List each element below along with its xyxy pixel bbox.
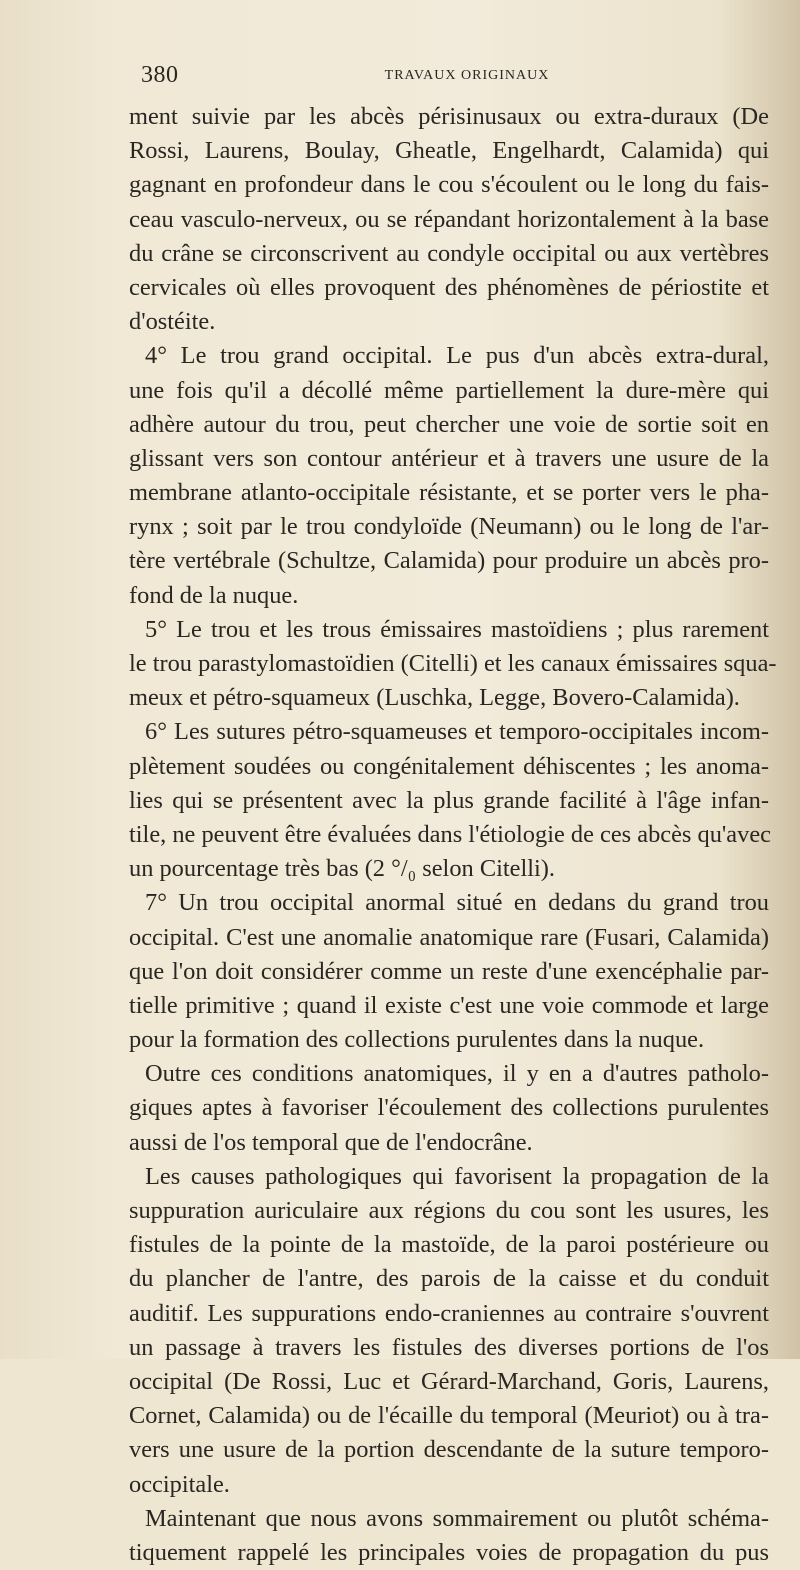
text-line: Maintenant que nous avons sommairement ou plutôt schéma- [145,1504,769,1532]
text-line: cervicales où elles provoquent des phénomènes de périostite et [129,273,769,301]
text-line: lies qui se présentent avec la plus grande facilité à l'âge infan- [129,786,769,814]
text-line: fistules de la pointe de la mastoïde, de la paroi postérieure ou [129,1231,769,1259]
text-line: adhère autour du trou, peut chercher une voie de sortie soit en [129,410,769,438]
text-line: membrane atlanto-occipitale résistante, et se porter vers le pha- [129,479,769,507]
text-line: 4° Le trou grand occipital. Le pus d'un abcès extra-dural, [145,342,769,370]
text-line: tile, ne peuvent être évaluées dans l'étiologie de ces abcès qu'avec [129,820,771,848]
text-line: Rossi, Laurens, Boulay, Gheatle, Engelhardt, Calamida) qui [129,137,769,165]
text-line: 5° Le trou et les trous émissaires mastoïdiens ; plus rarement [145,615,769,643]
text-line: du plancher de l'antre, des parois de la caisse et du conduit [129,1265,769,1293]
page-header [141,58,753,90]
text-line: le trou parastylomastoïdien (Citelli) et les canaux émissaires squa- [129,650,777,677]
text-line: du crâne se circonscrivent au condyle occipital ou aux vertèbres [129,239,769,267]
text-line: ment suivie par les abcès périsinusaux ou extra-duraux (De [129,103,769,130]
body-text [129,100,777,1570]
text-line: vers une usure de la portion descendante de la suture temporo- [129,1436,769,1464]
text-line: d'ostéite. [129,308,216,336]
text-line: gagnant en profondeur dans le cou s'écoulent ou le long du fais- [129,171,769,199]
text-line: Cornet, Calamida) ou de l'écaille du temporal (Meuriot) ou à tra- [129,1402,769,1430]
text-line: ceau vasculo-nerveux, ou se répandant horizontalement à la base [129,205,769,233]
text-line: rynx ; soit par le trou condyloïde (Neumann) ou le long de l'ar- [129,513,769,541]
text-line: occipitale. [129,1470,230,1498]
text-line: tère vertébrale (Schultze, Calamida) pour produire un abcès pro- [129,547,769,575]
text-line: fond de la nuque. [129,581,299,609]
text-line: tiquement rappelé les principales voies de propagation du pus [129,1538,769,1566]
text-line: meux et pétro-squameux (Luschka, Legge, Bovero-Calamida). [129,684,740,712]
text-line: un passage à travers les fistules des diverses portions de l'os [129,1333,769,1361]
text-line: tielle primitive ; quand il existe c'est une voie commode et large [129,991,769,1019]
text-line: pour la formation des collections purulentes dans la nuque. [129,1026,705,1054]
text-line: un pourcentage très bas (2 °/₀ selon Citelli). [129,855,556,883]
text-line: aussi de l'os temporal que de l'endocrâne. [129,1128,533,1156]
text-line: 7° Un trou occipital anormal situé en dedans du grand trou [145,889,769,917]
text-line: occipital (De Rossi, Luc et Gérard-Marchand, Goris, Laurens, [129,1367,769,1395]
text-line: une fois qu'il a décollé même partiellement la dure-mère qui [129,376,769,404]
text-line: suppuration auriculaire aux régions du cou sont les usures, les [129,1197,769,1224]
text-line: auditif. Les suppurations endo-craniennes au contraire s'ouvrent [129,1299,769,1327]
text-line: occipital. C'est une anomalie anatomique rare (Fusari, Calamida) [129,923,769,951]
running-head: TRAVAUX ORIGINAUX [384,68,550,83]
text-line: Les causes pathologiques qui favorisent la propagation de la [145,1162,769,1190]
text-line: giques aptes à favoriser l'écoulement des collections purulentes [129,1094,769,1122]
text-line: que l'on doit considérer comme un reste d'une exencéphalie par- [129,957,769,985]
text-line: Outre ces conditions anatomiques, il y en a d'autres patholo- [145,1060,769,1088]
text-line: plètement soudées ou congénitalement déhiscentes ; les anoma- [129,752,769,780]
page-number: 380 [141,62,179,88]
text-line: glissant vers son contour antérieur et à travers une usure de la [129,444,769,472]
text-line: 6° Les sutures pétro-squameuses et temporo-occipitales incom- [145,718,769,746]
